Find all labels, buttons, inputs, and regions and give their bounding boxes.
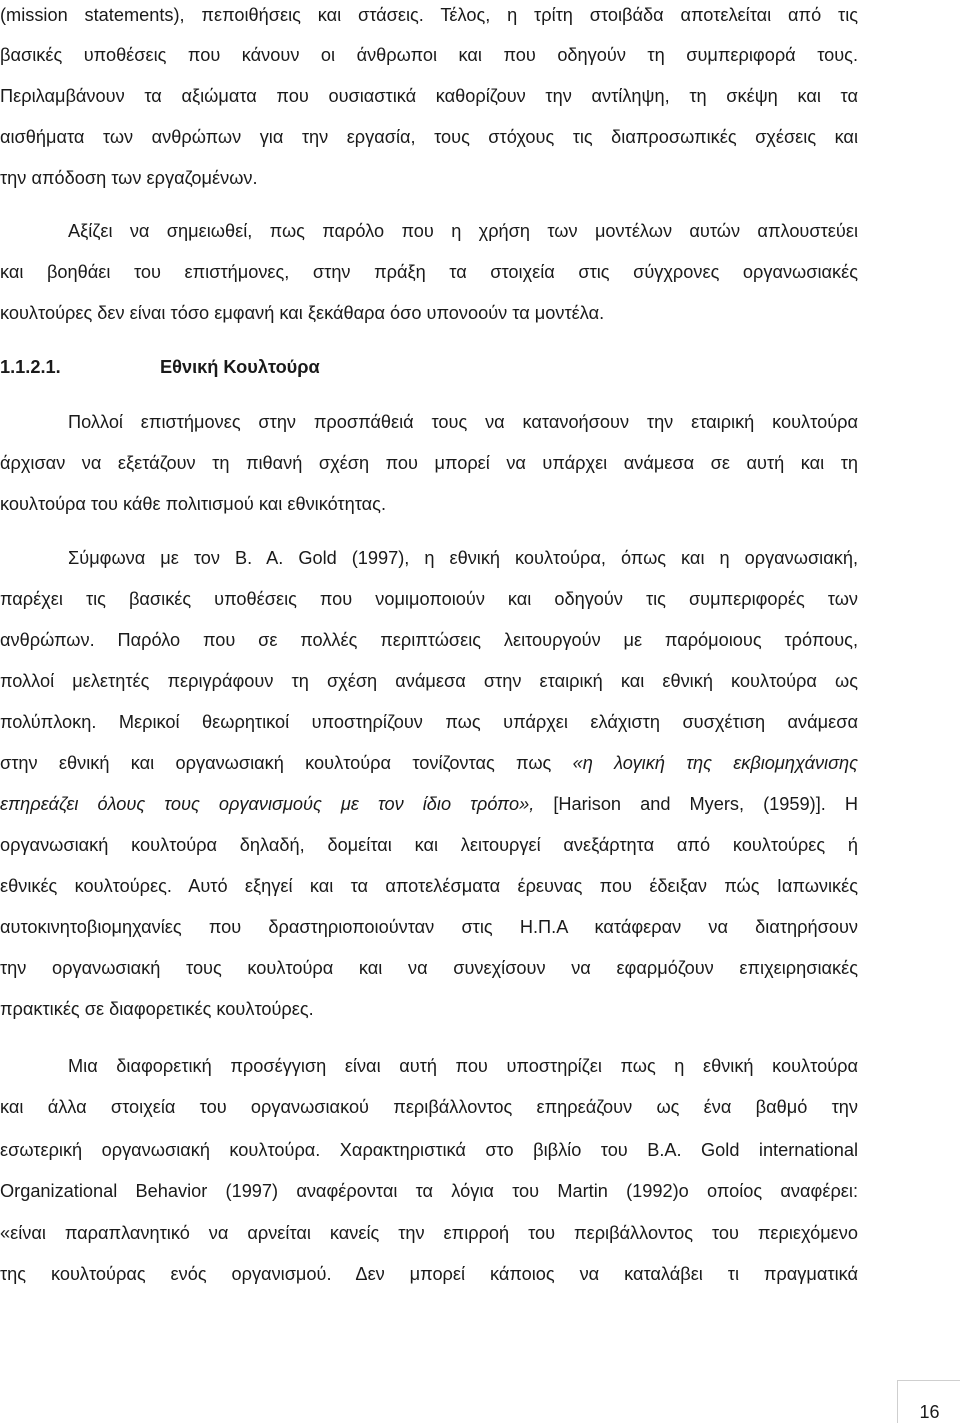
paragraph-line: αισθήματα των ανθρώπων για την εργασία, τους στόχους τις διαπροσωπικές σχέσεις και	[0, 127, 858, 147]
paragraph-line: πολύπλοκη. Μερικοί θεωρητικοί υποστηρίζουν πως υπάρχει ελάχιστη συσχέτιση ανάμεσα	[0, 712, 858, 732]
paragraph-line: και βοηθάει του επιστήμονες, στην πράξη τα στοιχεία στις σύγχρονες οργανωσιακές	[0, 262, 858, 282]
paragraph-line: εθνικές κουλτούρες. Αυτό εξηγεί και τα αποτελέσματα έρευνας που έδειξαν πώς Ιαπωνικές	[0, 876, 858, 896]
paragraph-line: την οργανωσιακή τους κουλτούρα και να συνεχίσουν να εφαρμόζουν επιχειρησιακές	[0, 958, 858, 978]
paragraph-line: την απόδοση των εργαζομένων.	[0, 168, 258, 188]
paragraph-text: στην εθνική και οργανωσιακή κουλτούρα τονίζοντας πως	[0, 753, 573, 773]
paragraph-line: πολλοί μελετητές περιγράφουν τη σχέση ανάμεσα στην εταιρική και εθνική κουλτούρα ως	[0, 671, 858, 691]
paragraph-line: Αξίζει να σημειωθεί, πως παρόλο που η χρήση των μοντέλων αυτών απλουστεύει	[68, 221, 858, 241]
page-number-box	[897, 1380, 960, 1423]
paragraph-line: αυτοκινητοβιομηχανίες που δραστηριοποιούνταν στις Η.Π.Α κατάφεραν να διατηρήσουν	[0, 917, 858, 937]
page-number: 16	[919, 1402, 940, 1422]
paragraph-line: Περιλαμβάνουν τα αξιώματα που ουσιαστικά καθορίζουν την αντίληψη, τη σκέψη και τα	[0, 86, 858, 106]
paragraph-line: κουλτούρα του κάθε πολιτισμού και εθνικότητας.	[0, 494, 386, 514]
paragraph-line: ανθρώπων. Παρόλο που σε πολλές περιπτώσεις λειτουργούν με παρόμοιους τρόπους,	[0, 630, 858, 650]
paragraph-line: βασικές υποθέσεις που κάνουν οι άνθρωποι και που οδηγούν τη συμπεριφορά τους.	[0, 45, 858, 65]
paragraph-line: Μια διαφορετική προσέγγιση είναι αυτή που υποστηρίζει πως η εθνική κουλτούρα	[68, 1056, 858, 1076]
paragraph-line: οργανωσιακή κουλτούρα δηλαδή, δομείται και λειτουργεί ανεξάρτητα από κουλτούρες ή	[0, 835, 858, 855]
paragraph-line: άρχισαν να εξετάζουν τη πιθανή σχέση που μπορεί να υπάρχει ανάμεσα σε αυτή και τη	[0, 453, 858, 473]
paragraph-line: Σύμφωνα με τον B. A. Gold (1997), η εθνική κουλτούρα, όπως και η οργανωσιακή,	[68, 548, 858, 568]
paragraph-line: της κουλτούρας ενός οργανισμού. Δεν μπορεί κάποιος να καταλάβει τι πραγματικά	[0, 1264, 858, 1284]
paragraph-line	[0, 752, 858, 774]
paragraph-line: Πολλοί επιστήμονες στην προσπάθειά τους να κατανοήσουν την εταιρική κουλτούρα	[68, 412, 858, 432]
paragraph-line: Organizational Behavior (1997) αναφέρονται τα λόγια του Martin (1992)ο οποίος αναφέρει:	[0, 1181, 858, 1201]
quote-text: επηρεάζει όλους τους οργανισμούς με τον ίδιο τρόπο»,	[0, 794, 535, 814]
section-title: Εθνική Κουλτούρα	[160, 357, 320, 377]
section-number: 1.1.2.1.	[0, 357, 61, 377]
paragraph-line: πρακτικές σε διαφορετικές κουλτούρες.	[0, 999, 314, 1019]
paragraph-line	[0, 793, 858, 815]
paragraph-line: «είναι παραπλανητικό να αρνείται κανείς την επιρροή του περιβάλλοντος του περιεχόμενο	[0, 1223, 858, 1243]
paragraph-line: και άλλα στοιχεία του οργανωσιακού περιβάλλοντος επηρεάζουν ως ένα βαθμό την	[0, 1097, 858, 1117]
paragraph-line: (mission statements), πεποιθήσεις και στάσεις. Τέλος, η τρίτη στοιβάδα αποτελείται από τις	[0, 5, 858, 25]
citation-text: [Harison and Myers, (1959)]. Η	[534, 794, 858, 814]
paragraph-line: εσωτερική οργανωσιακή κουλτούρα. Χαρακτηριστικά στο βιβλίο του B.A. Gold international	[0, 1140, 858, 1160]
quote-text: «η λογική της εκβιομηχάνισης	[572, 753, 858, 773]
paragraph-line: κουλτούρες δεν είναι τόσο εμφανή και ξεκάθαρα όσο υπονοούν τα μοντέλα.	[0, 303, 605, 323]
paragraph-line: παρέχει τις βασικές υποθέσεις που νομιμοποιούν και οδηγούν τις συμπεριφορές των	[0, 589, 858, 609]
